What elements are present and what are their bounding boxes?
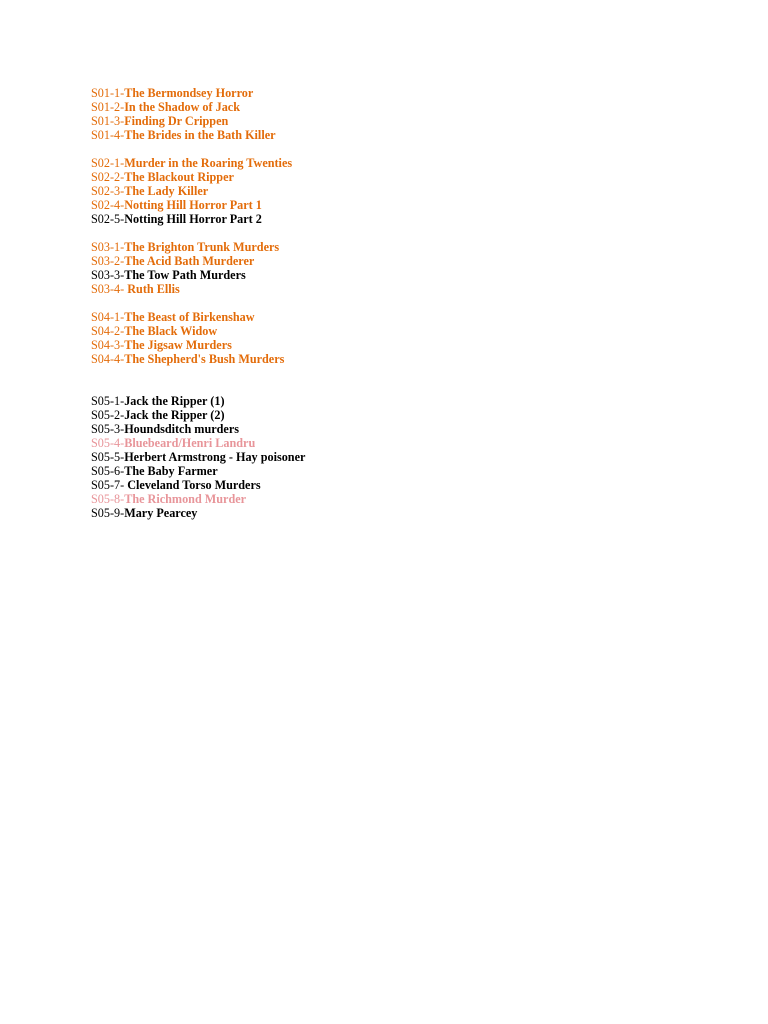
episode-title: The Acid Bath Murderer [124, 254, 255, 268]
episode-list-document [91, 86, 691, 520]
season-spacer [91, 296, 691, 310]
episode-line [91, 506, 691, 520]
episode-title: The Brides in the Bath Killer [124, 128, 276, 142]
episode-code: S02-4- [91, 198, 125, 212]
episode-code: S05-8- [91, 492, 125, 506]
episode-code: S05-3- [91, 422, 125, 436]
episode-line [91, 170, 691, 184]
episode-code: S04-3- [91, 338, 125, 352]
episode-title: The Black Widow [124, 324, 218, 338]
episode-code: S03-1- [91, 240, 125, 254]
episode-code: S01-1- [91, 86, 125, 100]
episode-line [91, 268, 691, 282]
episode-code: S02-3- [91, 184, 125, 198]
episode-line [91, 450, 691, 464]
episode-title: Mary Pearcey [124, 506, 198, 520]
episode-line [91, 492, 691, 506]
episode-line [91, 282, 691, 296]
episode-title: Notting Hill Horror Part 2 [124, 212, 262, 226]
episode-code: S05-5- [91, 450, 125, 464]
episode-title: Bluebeard/Henri Landru [124, 436, 256, 450]
episode-line [91, 212, 691, 226]
episode-code: S05-7- [91, 478, 128, 492]
episode-title: The Baby Farmer [124, 464, 218, 478]
season-spacer [91, 142, 691, 156]
episode-line [91, 324, 691, 338]
episode-code: S04-4- [91, 352, 125, 366]
episode-code: S01-2- [91, 100, 125, 114]
season-1-group [91, 86, 691, 142]
episode-title: The Bermondsey Horror [124, 86, 254, 100]
episode-line [91, 436, 691, 450]
season-5-group [91, 394, 691, 520]
episode-title: Murder in the Roaring Twenties [124, 156, 293, 170]
episode-code: S01-3- [91, 114, 125, 128]
episode-code: S05-4- [91, 436, 125, 450]
episode-line [91, 128, 691, 142]
episode-code: S03-2- [91, 254, 125, 268]
episode-code: S05-9- [91, 506, 125, 520]
episode-title: Ruth Ellis [127, 282, 180, 296]
episode-title: Cleveland Torso Murders [127, 478, 261, 492]
episode-code: S05-2- [91, 408, 125, 422]
episode-title: The Richmond Murder [124, 492, 247, 506]
episode-line [91, 310, 691, 324]
episode-title: The Brighton Trunk Murders [124, 240, 280, 254]
episode-line [91, 422, 691, 436]
episode-title: Jack the Ripper (1) [124, 394, 225, 408]
episode-code: S05-1- [91, 394, 125, 408]
episode-title: The Tow Path Murders [124, 268, 246, 282]
episode-title: The Lady Killer [124, 184, 209, 198]
episode-title: Herbert Armstrong - Hay poisoner [124, 450, 306, 464]
episode-line [91, 254, 691, 268]
season-spacer [91, 226, 691, 240]
episode-code: S04-1- [91, 310, 125, 324]
episode-code: S05-6- [91, 464, 125, 478]
episode-title: Houndsditch murders [124, 422, 239, 436]
episode-line [91, 156, 691, 170]
episode-line [91, 338, 691, 352]
episode-code: S01-4- [91, 128, 125, 142]
season-spacer [91, 366, 691, 394]
season-4-group [91, 310, 691, 366]
season-2-group [91, 156, 691, 226]
episode-line [91, 240, 691, 254]
episode-line [91, 478, 691, 492]
episode-line [91, 198, 691, 212]
episode-line [91, 408, 691, 422]
episode-line [91, 114, 691, 128]
episode-title: The Blackout Ripper [124, 170, 234, 184]
episode-line [91, 394, 691, 408]
episode-line [91, 86, 691, 100]
episode-code: S02-2- [91, 170, 125, 184]
episode-code: S03-3- [91, 268, 125, 282]
episode-title: The Jigsaw Murders [124, 338, 232, 352]
episode-title: The Shepherd's Bush Murders [124, 352, 285, 366]
episode-line [91, 184, 691, 198]
episode-title: In the Shadow of Jack [124, 100, 240, 114]
episode-line [91, 464, 691, 478]
episode-code: S02-5- [91, 212, 125, 226]
episode-title: Notting Hill Horror Part 1 [124, 198, 262, 212]
episode-code: S02-1- [91, 156, 125, 170]
episode-code: S03-4- [91, 282, 128, 296]
episode-title: The Beast of Birkenshaw [124, 310, 255, 324]
episode-line [91, 100, 691, 114]
episode-title: Finding Dr Crippen [124, 114, 229, 128]
episode-title: Jack the Ripper (2) [124, 408, 225, 422]
episode-line [91, 352, 691, 366]
season-3-group [91, 240, 691, 296]
episode-code: S04-2- [91, 324, 125, 338]
